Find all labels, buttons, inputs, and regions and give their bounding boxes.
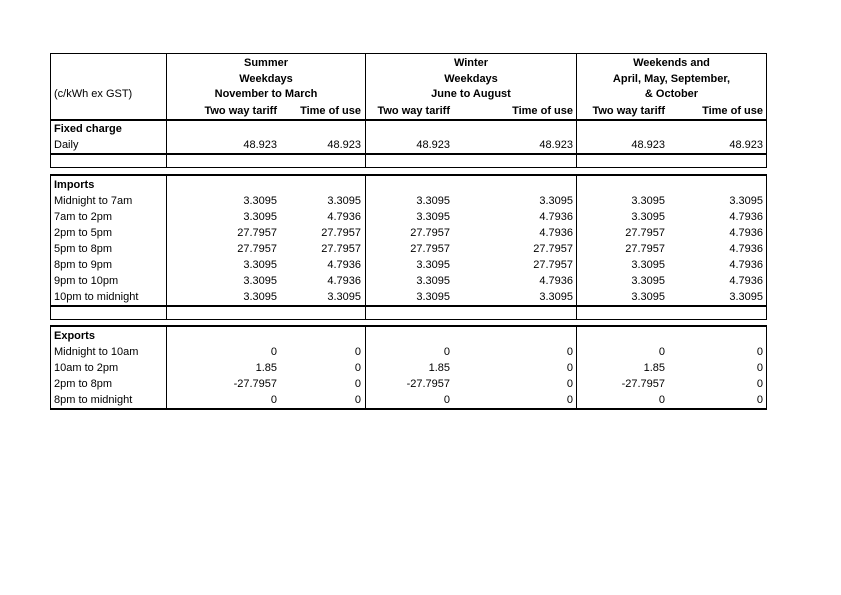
value-cell: 27.7957	[166, 225, 285, 241]
value-cell: 48.923	[166, 137, 285, 153]
value-cell: 4.7936	[327, 275, 361, 287]
empty-cell	[166, 121, 285, 137]
column-header-time-of-use: Time of use	[455, 103, 576, 121]
value-cell: 27.7957	[533, 259, 573, 271]
empty-cell	[51, 155, 166, 167]
value-cell: 27.7957	[533, 243, 573, 255]
column-group-summer-title	[166, 54, 365, 103]
row-label: Midnight to 10am	[54, 346, 139, 358]
value-cell: 27.7957	[576, 241, 670, 257]
value-cell: 4.7936	[729, 227, 763, 239]
value-cell: 0	[576, 344, 670, 360]
empty-cell	[576, 327, 670, 344]
value-cell: 27.7957	[365, 225, 455, 241]
value-cell: 0	[354, 362, 361, 374]
row-label: 2pm to 8pm	[54, 378, 113, 390]
value-cell: 1.85	[365, 360, 455, 376]
row-label: 7am to 2pm	[54, 211, 113, 223]
value-cell: 4.7936	[729, 211, 763, 223]
empty-cell	[455, 155, 576, 167]
value-cell: 3.3095	[365, 193, 455, 209]
empty-cell	[670, 307, 766, 319]
empty-cell	[576, 176, 670, 193]
value-cell: 0	[566, 394, 573, 406]
value-cell: 0	[566, 346, 573, 358]
subheader-spacer	[51, 103, 166, 121]
value-cell: 3.3095	[365, 257, 455, 273]
value-cell: 48.923	[539, 139, 573, 151]
empty-cell	[166, 327, 285, 344]
value-cell: 3.3095	[365, 209, 455, 225]
value-cell: 48.923	[729, 139, 763, 151]
value-cell: 3.3095	[327, 291, 361, 303]
value-cell: 0	[354, 346, 361, 358]
value-cell: 0	[756, 362, 763, 374]
value-cell: 3.3095	[576, 257, 670, 273]
value-cell: 0	[566, 378, 573, 390]
value-cell: 1.85	[576, 360, 670, 376]
tariff-table	[50, 53, 767, 410]
empty-cell	[285, 327, 365, 344]
group-title-line: June to August	[431, 88, 511, 100]
value-cell: 3.3095	[365, 273, 455, 289]
value-cell: 48.923	[327, 139, 361, 151]
group-title-line: & October	[644, 88, 699, 100]
empty-cell	[670, 121, 766, 137]
value-cell: 0	[756, 378, 763, 390]
value-cell: 3.3095	[576, 273, 670, 289]
value-cell: 3.3095	[576, 193, 670, 209]
value-cell: 27.7957	[166, 241, 285, 257]
empty-cell	[365, 307, 455, 319]
row-label: Midnight to 7am	[54, 195, 133, 207]
exports-section	[50, 325, 767, 410]
value-cell: 3.3095	[166, 209, 285, 225]
empty-cell	[670, 327, 766, 344]
value-cell: 0	[756, 346, 763, 358]
imports-section	[50, 174, 767, 307]
group-title-line: Winter	[453, 57, 489, 69]
value-cell: 0	[756, 394, 763, 406]
value-cell: 0	[365, 392, 455, 408]
value-cell: 3.3095	[729, 291, 763, 303]
empty-cell	[166, 155, 285, 167]
group-title-line: April, May, September,	[612, 72, 731, 85]
value-cell: 0	[166, 344, 285, 360]
group-title-line: November to March	[214, 88, 318, 100]
row-label: 8pm to midnight	[54, 394, 133, 406]
value-cell: 3.3095	[729, 195, 763, 207]
empty-cell	[166, 176, 285, 193]
value-cell: 0	[365, 344, 455, 360]
empty-cell	[365, 327, 455, 344]
value-cell: 3.3095	[576, 209, 670, 225]
value-cell: 4.7936	[729, 259, 763, 271]
value-cell: 3.3095	[166, 257, 285, 273]
value-cell: 4.7936	[539, 227, 573, 239]
value-cell: 3.3095	[166, 289, 285, 305]
value-cell: 4.7936	[539, 275, 573, 287]
group-title-line: Weekends and	[633, 57, 710, 69]
value-cell: -27.7957	[365, 376, 455, 392]
value-cell: 0	[166, 392, 285, 408]
value-cell: 4.7936	[539, 211, 573, 223]
empty-cell	[365, 121, 455, 137]
section-header-fixed-charge: Fixed charge	[54, 123, 122, 135]
value-cell: -27.7957	[166, 376, 285, 392]
empty-cell	[285, 121, 365, 137]
value-cell: 48.923	[576, 137, 670, 153]
row-label: 10pm to midnight	[54, 291, 139, 303]
group-title-line: Weekdays	[444, 72, 498, 85]
value-cell: 48.923	[365, 137, 455, 153]
value-cell: 0	[566, 362, 573, 374]
group-title-line: Weekdays	[239, 72, 293, 85]
empty-cell	[365, 176, 455, 193]
value-cell: 0	[354, 378, 361, 390]
unit-label: (c/kWh ex GST)	[54, 88, 133, 100]
row-label: 2pm to 5pm	[54, 227, 113, 239]
value-cell: 27.7957	[365, 241, 455, 257]
header-and-fixed-charge-block	[50, 53, 767, 155]
value-cell: 0	[576, 392, 670, 408]
row-label: 5pm to 8pm	[54, 243, 113, 255]
empty-cell	[166, 307, 285, 319]
column-header-two-way-tariff: Two way tariff	[576, 103, 670, 121]
section-header-exports: Exports	[54, 329, 95, 342]
value-cell: 4.7936	[729, 243, 763, 255]
empty-cell	[285, 155, 365, 167]
group-title-line: Summer	[243, 57, 289, 69]
column-header-time-of-use: Time of use	[285, 103, 365, 121]
empty-cell	[576, 307, 670, 319]
value-cell: 27.7957	[576, 225, 670, 241]
value-cell: 4.7936	[729, 275, 763, 287]
empty-cell	[285, 176, 365, 193]
value-cell: 27.7957	[321, 243, 361, 255]
empty-cell	[285, 307, 365, 319]
value-cell: 3.3095	[576, 289, 670, 305]
empty-cell	[455, 327, 576, 344]
value-cell: 3.3095	[365, 289, 455, 305]
separator-row	[50, 307, 767, 320]
empty-cell	[455, 307, 576, 319]
empty-cell	[670, 155, 766, 167]
column-group-weekends-title	[576, 54, 766, 103]
empty-cell	[576, 155, 670, 167]
value-cell: 1.85	[166, 360, 285, 376]
value-cell: 4.7936	[327, 211, 361, 223]
column-header-time-of-use: Time of use	[670, 103, 766, 121]
column-header-two-way-tariff: Two way tariff	[365, 103, 455, 121]
value-cell: 3.3095	[327, 195, 361, 207]
empty-cell	[670, 176, 766, 193]
value-cell: 3.3095	[166, 273, 285, 289]
empty-cell	[455, 176, 576, 193]
value-cell: 4.7936	[327, 259, 361, 271]
value-cell: 0	[354, 394, 361, 406]
row-label: 9pm to 10pm	[54, 275, 119, 287]
separator-row	[50, 155, 767, 168]
row-label: 8pm to 9pm	[54, 259, 113, 271]
column-header-two-way-tariff: Two way tariff	[166, 103, 285, 121]
value-cell: 3.3095	[166, 193, 285, 209]
column-group-winter-title	[365, 54, 576, 103]
empty-cell	[576, 121, 670, 137]
value-cell: 27.7957	[321, 227, 361, 239]
empty-cell	[455, 121, 576, 137]
row-label: Daily	[54, 139, 79, 151]
value-cell: -27.7957	[576, 376, 670, 392]
empty-cell	[51, 307, 166, 319]
section-header-imports: Imports	[54, 178, 95, 191]
row-label: 10am to 2pm	[54, 362, 119, 374]
empty-cell	[365, 155, 455, 167]
value-cell: 3.3095	[539, 291, 573, 303]
value-cell: 3.3095	[539, 195, 573, 207]
